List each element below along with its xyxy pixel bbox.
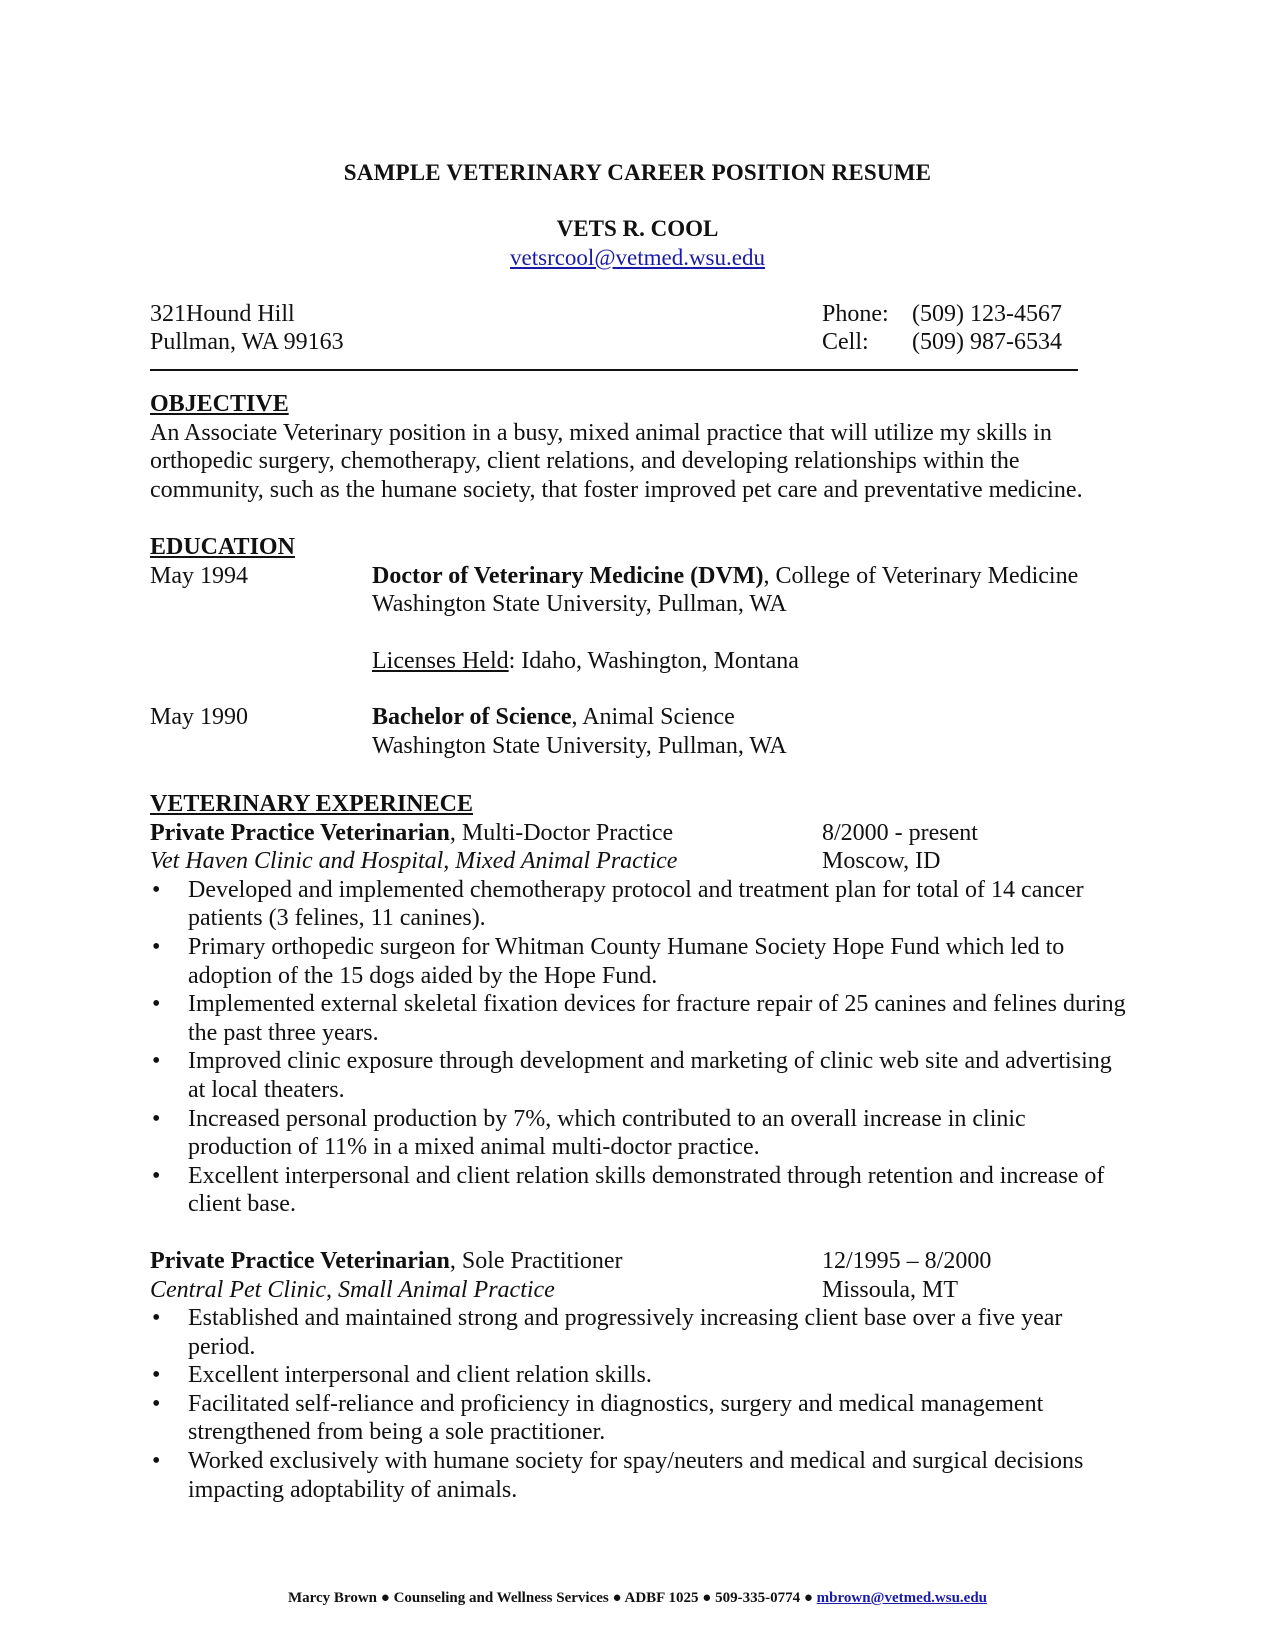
job-location: Moscow, ID xyxy=(822,848,941,875)
education-details xyxy=(372,703,1130,760)
bullet-icon: • xyxy=(152,1362,161,1389)
bullet-icon: • xyxy=(152,1105,161,1132)
job-employer-row xyxy=(150,1276,1130,1305)
education-school: Washington State University, Pullman, WA xyxy=(372,591,787,618)
bullet-icon: • xyxy=(152,933,161,960)
education-heading: EDUCATION xyxy=(150,534,295,560)
footer-name: Marcy Brown xyxy=(287,1590,378,1606)
footer-separator-icon: ● xyxy=(612,1590,622,1606)
cell-value: (509) 987-6534 xyxy=(912,329,1062,355)
candidate-name: VETS R. COOL xyxy=(556,216,719,241)
list-item: • Developed and implemented chemotherapy protocol and treatment plan for total of 14 cancer patients (3 felines, 11 canines). xyxy=(152,876,1084,932)
job-employer: Central Pet Clinic, Small Animal Practice xyxy=(150,1276,555,1303)
job-bullets xyxy=(150,1304,1130,1504)
job-type: , Multi-Doctor Practice xyxy=(449,819,674,846)
footer-phone: 509-335-0774 xyxy=(715,1590,801,1606)
list-item: • Primary orthopedic surgeon for Whitman County Humane Society Hope Fund which led to adoption of the 15 dogs aided by the Hope Fund. xyxy=(152,933,1065,989)
education-school: Washington State University, Pullman, WA xyxy=(372,732,787,759)
footer-separator-icon: ● xyxy=(380,1590,390,1606)
licenses-line xyxy=(372,647,1130,676)
document-title: SAMPLE VETERINARY CAREER POSITION RESUME xyxy=(343,160,932,185)
job-employer-row xyxy=(150,847,1130,876)
education-degree: Bachelor of Science xyxy=(372,704,572,731)
bullet-icon: • xyxy=(152,1305,161,1332)
education-section xyxy=(150,533,1130,761)
header-divider xyxy=(150,369,1078,371)
bullet-icon: • xyxy=(152,991,161,1018)
education-degree-line xyxy=(372,703,1130,732)
list-item: • Excellent interpersonal and client relation skills demonstrated through retention and increase of client base. xyxy=(152,1162,1105,1218)
footer-separator-icon: ● xyxy=(702,1590,712,1606)
bullet-icon: • xyxy=(152,1048,161,1075)
candidate-email-line xyxy=(0,245,1275,271)
footer-separator-icon: ● xyxy=(803,1590,813,1606)
footer-email-link[interactable]: mbrown@vetmed.wsu.edu xyxy=(816,1590,988,1606)
education-date: May 1990 xyxy=(150,704,248,731)
address-line-2: Pullman, WA 99163 xyxy=(150,329,344,355)
bullet-icon: • xyxy=(152,1390,161,1417)
address-line-1: 321Hound Hill xyxy=(150,301,295,327)
education-degree-line xyxy=(372,562,1130,591)
list-item: • Excellent interpersonal and client relation skills. xyxy=(152,1362,652,1389)
education-entry-bs xyxy=(150,703,1130,760)
list-item: • Increased personal production by 7%, which contributed to an overall increase in clinic production of 11% in a mixed animal multi-doctor practice. xyxy=(152,1105,1026,1161)
education-details xyxy=(372,562,1130,704)
phone-label: Phone: xyxy=(822,301,889,327)
education-entry-dvm xyxy=(150,562,1130,704)
objective-text: An Associate Veterinary position in a busy, mixed animal practice that will utilize my skills in orthopedic surgery, chemotherapy, client relations, and developing relationships within the community, such as the humane society, that foster improved pet care and preventative medicine. xyxy=(150,419,1083,503)
cell-row xyxy=(822,328,1062,356)
footer-org: Counseling and Wellness Services xyxy=(393,1590,609,1606)
bullet-icon: • xyxy=(152,876,161,903)
candidate-email-link[interactable]: vetsrcool@vetmed.wsu.edu xyxy=(510,245,765,270)
job-bullets xyxy=(150,876,1130,1219)
list-item: • Improved clinic exposure through development and marketing of clinic web site and advertising at local theaters. xyxy=(152,1048,1112,1103)
list-item: • Facilitated self-reliance and proficiency in diagnostics, surgery and medical management strengthened from being a sole practitioner. xyxy=(152,1390,1044,1446)
job-title-row xyxy=(150,819,1130,848)
job-title-row xyxy=(150,1247,1130,1276)
job-entry-sole-practitioner xyxy=(150,1247,1130,1504)
phone-row xyxy=(822,300,1062,328)
footer-office: ADBF 1025 xyxy=(624,1590,699,1606)
list-item: • Established and maintained strong and progressively increasing client base over a five year period. xyxy=(152,1305,1063,1360)
job-dates: 8/2000 - present xyxy=(822,819,978,846)
experience-heading: VETERINARY EXPERINECE xyxy=(150,791,473,817)
address-block xyxy=(150,300,344,356)
job-title: Private Practice Veterinarian xyxy=(150,1247,450,1274)
job-dates: 12/1995 – 8/2000 xyxy=(822,1247,992,1274)
job-title: Private Practice Veterinarian xyxy=(150,819,450,846)
job-location: Missoula, MT xyxy=(822,1276,959,1303)
cell-label: Cell: xyxy=(822,329,869,355)
education-field: , College of Veterinary Medicine xyxy=(763,562,1079,589)
experience-section xyxy=(150,790,1130,1504)
education-field: , Animal Science xyxy=(571,704,735,731)
phone-value: (509) 123-4567 xyxy=(912,301,1062,327)
education-degree: Doctor of Veterinary Medicine (DVM) xyxy=(372,562,764,589)
job-entry-multi-doctor xyxy=(150,819,1130,1219)
page-footer xyxy=(0,1590,1275,1607)
job-type: , Sole Practitioner xyxy=(449,1247,623,1274)
bullet-icon: • xyxy=(152,1162,161,1189)
phone-block xyxy=(822,300,1062,356)
list-item: • Worked exclusively with humane society for spay/neuters and medical and surgical decisions impacting adoptability of animals. xyxy=(152,1448,1084,1503)
licenses-label: Licenses Held xyxy=(372,647,509,674)
job-employer: Vet Haven Clinic and Hospital, Mixed Animal Practice xyxy=(150,848,678,875)
objective-section xyxy=(150,390,1130,504)
objective-heading: OBJECTIVE xyxy=(150,391,289,417)
bullet-icon: • xyxy=(152,1448,161,1475)
education-date: May 1994 xyxy=(150,562,248,589)
licenses-value: : Idaho, Washington, Montana xyxy=(508,647,799,674)
list-item: • Implemented external skeletal fixation devices for fracture repair of 25 canines and felines during the past three years. xyxy=(152,991,1126,1046)
